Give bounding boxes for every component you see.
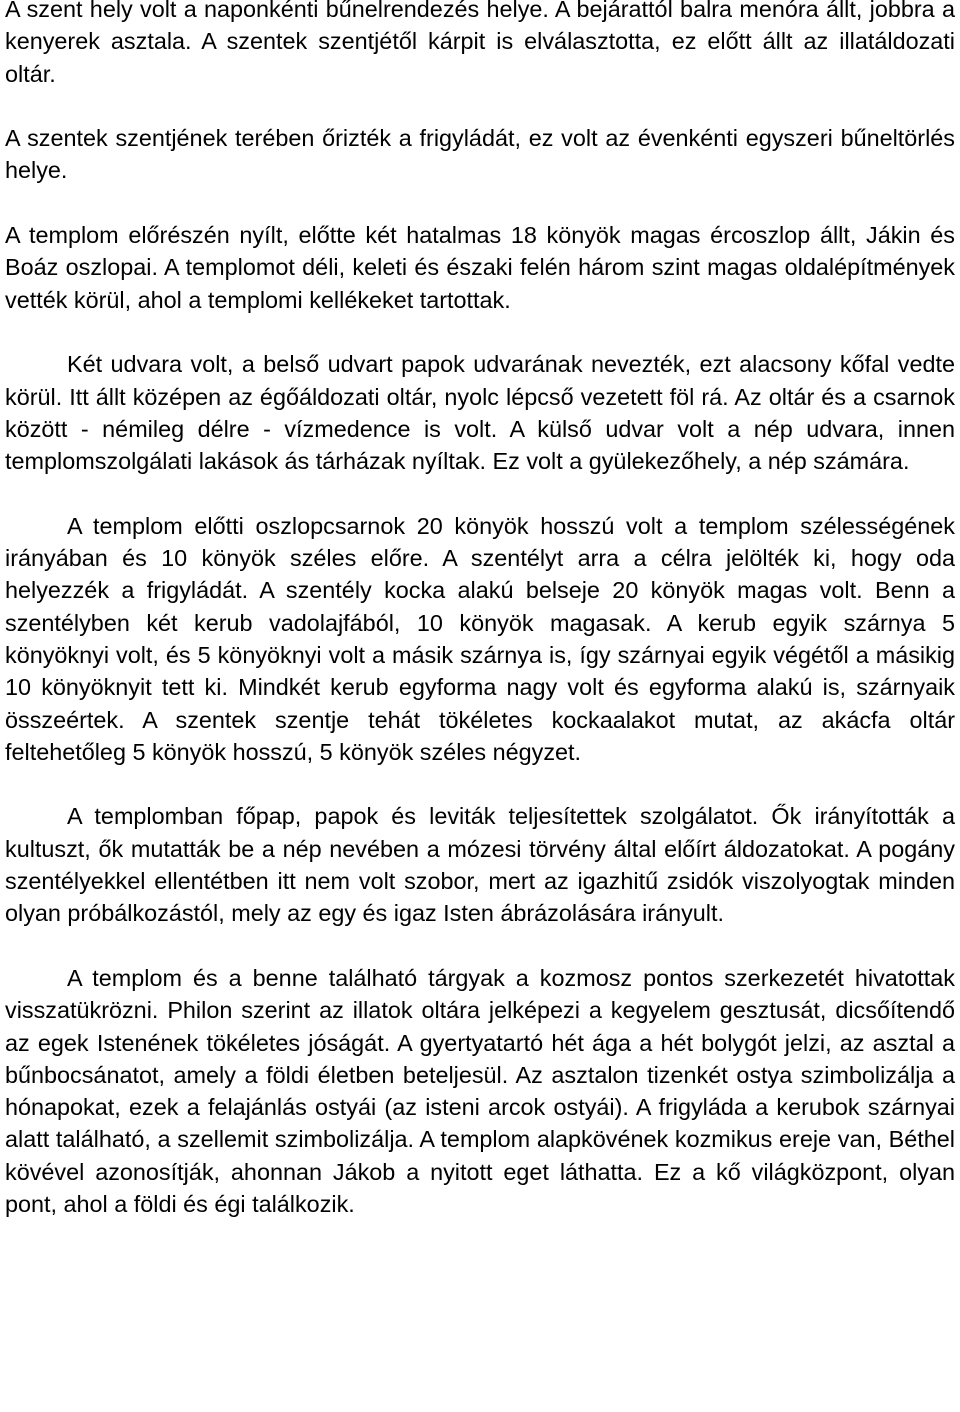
paragraph-3: A templom előrészén nyílt, előtte két hatalmas 18 könyök magas ércoszlop állt, Jákin és Boáz oszlopai. A templomot déli, keleti és északi felén három szint magas oldalépítmények vették körül, ahol a templomi kellékeket tartottak. xyxy=(5,222,955,313)
paragraph-5: A templom előtti oszlopcsarnok 20 könyök hosszú volt a templom szélességének irányában és 10 könyök széles előre. A szentélyt arra a célra jelölték ki, hogy oda helyezzék a frigyládát. A szentély kocka alakú belseje 20 könyök magas volt. Benn a szentélyben két kerub vadolajfából, 10 könyök magasak. A kerub egyik szárnya 5 könyöknyi volt, és 5 könyöknyi volt a másik szárnya is, így szárnyai egyik végétől a másikig 10 könyöknyit tett ki. Mindkét kerub egyforma nagy volt és egyforma alakú is, szárnyaik összeértek. A szentek szentje tehát tökéletes kockaalakot mutat, az akácfa oltár feltehetőleg 5 könyök hosszú, 5 könyök széles négyzet. xyxy=(5,512,955,765)
paragraph-4: Két udvara volt, a belső udvart papok udvarának nevezték, ezt alacsony kőfal vedte körül. Itt állt középen az égőáldozati oltár, nyolc lépcső vezetett föl rá. Az oltár és a csarnok között - némileg délre - vízmedence is volt. A külső udvar volt a nép udvara, innen templomszolgálati lakások ás tárházak nyíltak. Ez volt a gyülekezőhely, a nép számára. xyxy=(5,351,955,475)
paragraph-6: A templomban főpap, papok és leviták teljesítettek szolgálatot. Ők irányították a kultuszt, ők mutatták be a nép nevében a mózesi törvény által előírt áldozatokat. A pogány szentélyekkel ellentétben itt nem volt szobor, mert az igazhitű zsidók viszolyogtak minden olyan próbálkozástól, mely az egy és igaz Isten ábrázolására irányult. xyxy=(5,803,955,927)
paragraph-spacer xyxy=(5,187,955,219)
document-page xyxy=(5,0,955,1220)
paragraph-spacer xyxy=(5,316,955,348)
paragraph-spacer xyxy=(5,90,955,122)
paragraph-2: A szentek szentjének terében őrizték a frigyládát, ez volt az évenkénti egyszeri bűneltörlés helye. xyxy=(5,125,955,184)
paragraph-7: A templom és a benne található tárgyak a kozmosz pontos szerkezetét hivatottak visszatükrözni. Philon szerint az illatok oltára jelképezi a kegyelem gesztusát, dicsőítendő az egek Istenének tökéletes jóságát. A gyertyatartó hét ága a hét bolygót jelzi, az asztal a bűnbocsánatot, amely a földi életben beteljesül. Az asztalon tizenkét ostya szimbolizálja a hónapokat, ezek a felajánlás ostyái (az isteni arcok ostyái). A frigyláda a kerubok szárnyai alatt található, a szellemit szimbolizálja. A templom alapkövének kozmikus ereje van, Béthel kövével azonosítják, ahonnan Jákob a nyitott eget láthatta. Ez a kő világközpont, olyan pont, ahol a földi és égi találkozik. xyxy=(5,964,955,1217)
paragraph-1: A szent hely volt a naponkénti bűnelrendezés helye. A bejárattól balra menóra állt, jobbra a kenyerek asztala. A szentek szentjétől kárpit is elválasztotta, ez előtt állt az illatáldozati oltár. xyxy=(5,0,955,87)
paragraph-spacer xyxy=(5,768,955,800)
paragraph-spacer xyxy=(5,477,955,509)
paragraph-spacer xyxy=(5,930,955,962)
